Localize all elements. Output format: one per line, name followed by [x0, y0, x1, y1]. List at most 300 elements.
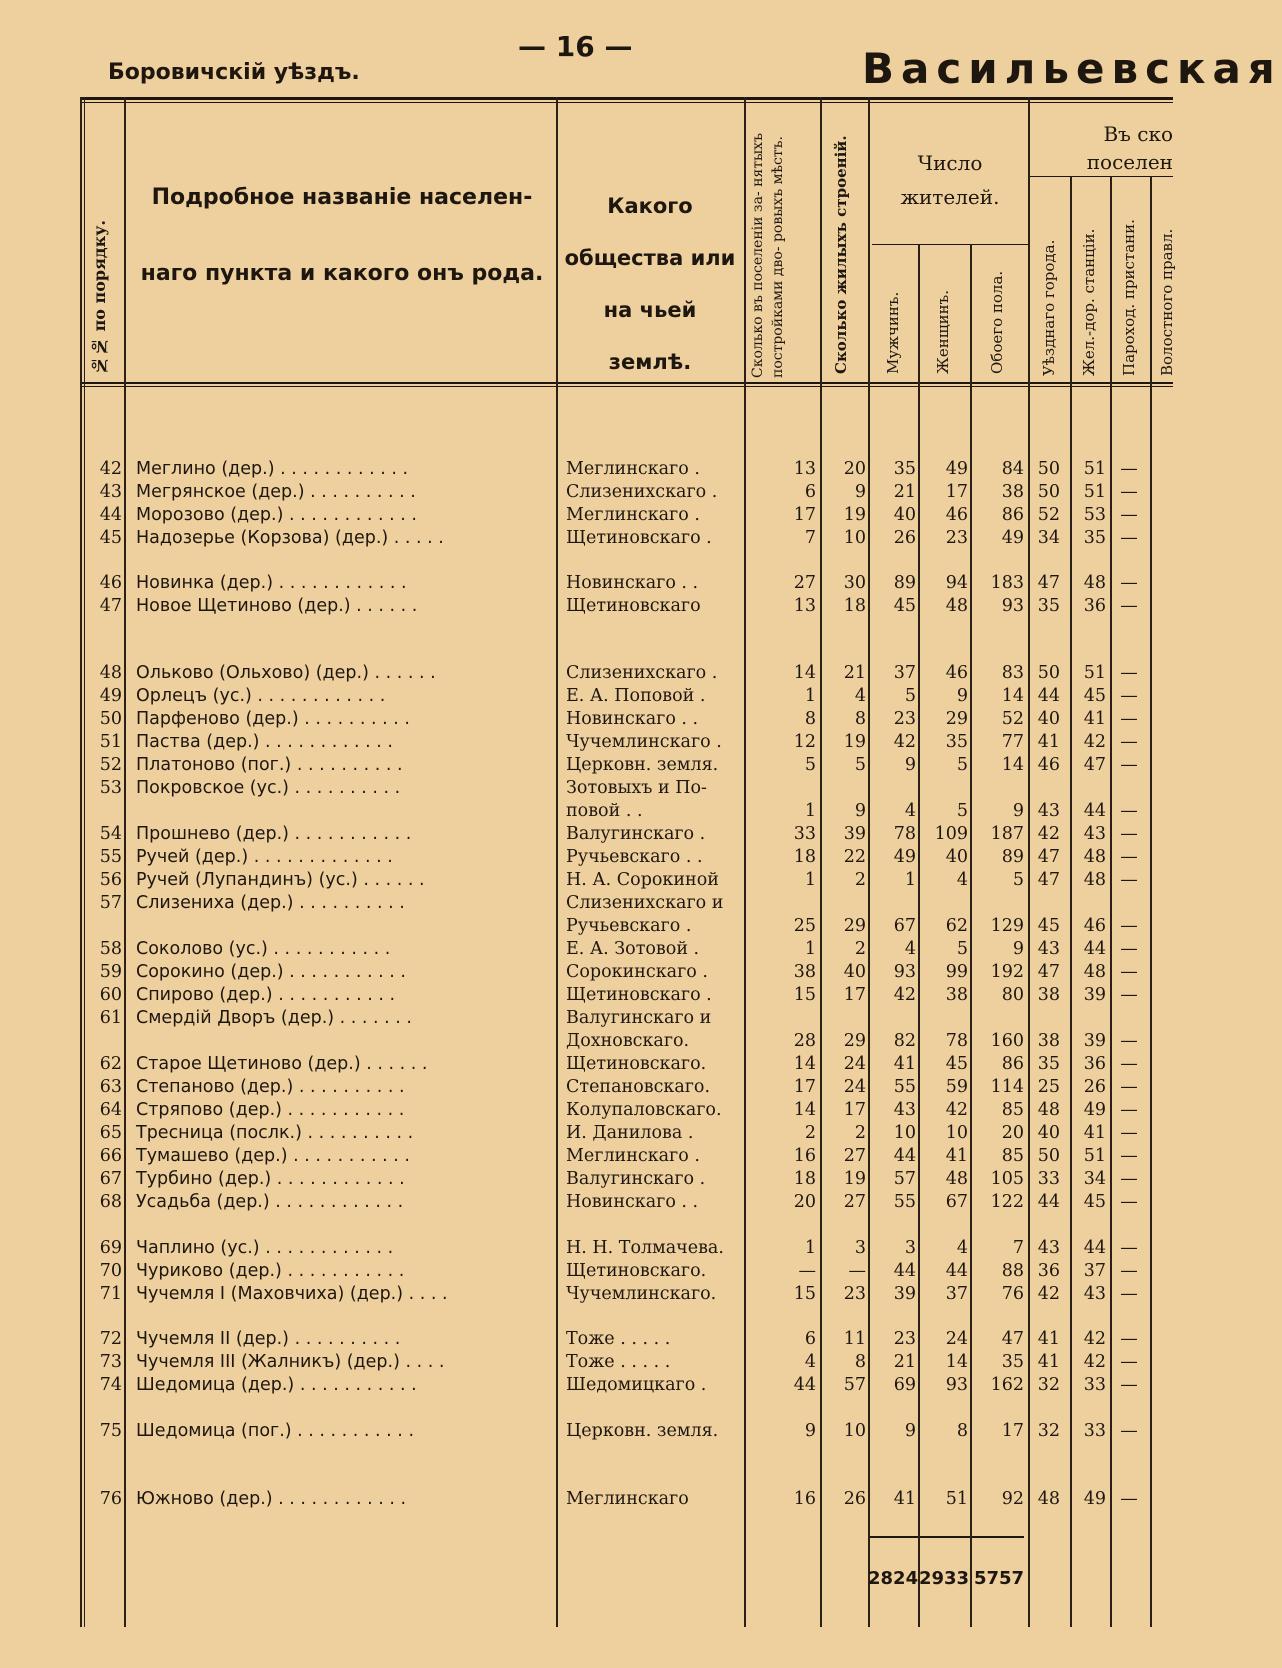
yards-count: 44 — [793, 1375, 816, 1395]
buildings-count: 24 — [843, 1077, 866, 1097]
table-row — [0, 572, 1173, 594]
buildings-count: 8 — [854, 709, 866, 729]
table-row — [0, 685, 1173, 707]
distance-rail: 33 — [1083, 1421, 1106, 1441]
row-number: 64 — [99, 1100, 122, 1120]
header-society — [560, 180, 740, 388]
society-name: Тоже . . . . . — [566, 1329, 671, 1349]
total-count: 162 — [990, 1375, 1024, 1395]
men-count: 9 — [904, 755, 916, 775]
yards-count: 9 — [804, 1421, 816, 1441]
row-number: 68 — [99, 1192, 122, 1212]
settlement-name: Мегрянское (дер.) . . . . . . . . . . — [136, 482, 416, 502]
women-count: 78 — [945, 1031, 968, 1051]
header-population-line1: Число — [917, 151, 983, 175]
table-row — [0, 1488, 1173, 1510]
buildings-count: 21 — [843, 663, 866, 683]
yards-count: 1 — [804, 939, 816, 959]
yards-count: 13 — [793, 596, 816, 616]
distance-pier: — — [1120, 1054, 1138, 1074]
header-distance-line2: поселен — [1086, 150, 1173, 174]
row-number: 55 — [99, 847, 122, 867]
total-count: 14 — [1001, 686, 1024, 706]
buildings-count: 26 — [843, 1489, 866, 1509]
distance-town: 32 — [1037, 1375, 1060, 1395]
table-row — [0, 1260, 1173, 1282]
society-name: Слизенихскаго и — [566, 893, 724, 913]
men-count: 69 — [893, 1375, 916, 1395]
yards-count: 25 — [793, 916, 816, 936]
header-population-line2: жителей. — [900, 185, 1000, 209]
header-row-number: №№ по порядку. — [90, 220, 109, 375]
settlement-name: Морозово (дер.) . . . . . . . . . . . . — [136, 505, 417, 525]
society-name: Дохновскаго. — [566, 1031, 690, 1051]
yards-count: 6 — [804, 482, 816, 502]
distance-town: 47 — [1037, 870, 1060, 890]
distance-town: 45 — [1037, 916, 1060, 936]
row-number: 63 — [99, 1077, 122, 1097]
buildings-count: 24 — [843, 1054, 866, 1074]
distance-rail: 39 — [1083, 1031, 1106, 1051]
distance-town: 47 — [1037, 847, 1060, 867]
total-count: 160 — [990, 1031, 1024, 1051]
table-row — [0, 731, 1173, 753]
yards-count: 2 — [804, 1123, 816, 1143]
distance-town: 50 — [1037, 663, 1060, 683]
header-distance-line1: Въ ско — [1103, 122, 1173, 146]
distance-rail: 51 — [1083, 663, 1106, 683]
distance-rail: 46 — [1083, 916, 1106, 936]
table-row — [0, 481, 1173, 503]
page-number: — 16 — — [518, 30, 633, 63]
table-row — [0, 1168, 1173, 1190]
society-name: Н. Н. Толмачева. — [566, 1238, 724, 1258]
men-count: 44 — [893, 1146, 916, 1166]
row-number: 46 — [99, 573, 122, 593]
settlement-name: Усадьба (дер.) . . . . . . . . . . . . — [136, 1192, 404, 1212]
men-count: 41 — [893, 1054, 916, 1074]
table-row — [0, 938, 1173, 960]
total-count: 105 — [990, 1169, 1024, 1189]
men-count: 55 — [893, 1192, 916, 1212]
header-dist-town: Уѣзднаго города. — [1040, 239, 1058, 376]
yards-count: 13 — [793, 459, 816, 479]
table-row — [0, 1007, 1173, 1029]
distance-town: 41 — [1037, 1352, 1060, 1372]
yards-count: 1 — [804, 801, 816, 821]
yards-count: 12 — [793, 732, 816, 752]
women-count: 51 — [945, 1489, 968, 1509]
society-name: повой . . — [566, 801, 643, 821]
distance-pier: — — [1120, 1421, 1138, 1441]
distance-town: 34 — [1037, 528, 1060, 548]
row-number: 66 — [99, 1146, 122, 1166]
buildings-count: 10 — [843, 1421, 866, 1441]
women-count: 8 — [956, 1421, 968, 1441]
row-number: 72 — [99, 1329, 122, 1349]
settlement-name: Паства (дер.) . . . . . . . . . . . . — [136, 732, 393, 752]
distance-pier: — — [1120, 573, 1138, 593]
men-count: 23 — [893, 709, 916, 729]
distance-rail: 26 — [1083, 1077, 1106, 1097]
distance-pier: — — [1120, 870, 1138, 890]
distance-rail: 48 — [1083, 962, 1106, 982]
distance-pier: — — [1120, 962, 1138, 982]
society-name: Ручьевскаго . — [566, 916, 692, 936]
total-count: 9 — [1012, 939, 1024, 959]
total-men: 2824 — [868, 1568, 919, 1589]
table-row — [0, 708, 1173, 730]
total-count: 7 — [1012, 1238, 1024, 1258]
yards-count: 6 — [804, 1329, 816, 1349]
women-count: 37 — [945, 1284, 968, 1304]
yards-count: — — [798, 1261, 816, 1281]
table-row — [0, 527, 1173, 549]
society-name: Слизенихскаго . — [566, 663, 718, 683]
distance-pier: — — [1120, 1375, 1138, 1395]
buildings-count: 23 — [843, 1284, 866, 1304]
buildings-count: 22 — [843, 847, 866, 867]
distance-town: 32 — [1037, 1421, 1060, 1441]
distance-rail: 34 — [1083, 1169, 1106, 1189]
total-count: 38 — [1001, 482, 1024, 502]
row-number: 74 — [99, 1375, 122, 1395]
settlement-name: Надозерье (Корзова) (дер.) . . . . . — [136, 528, 444, 548]
buildings-count: 9 — [854, 801, 866, 821]
distance-pier: — — [1120, 1192, 1138, 1212]
distance-rail: 44 — [1083, 1238, 1106, 1258]
society-name: Меглинскаго . — [566, 1146, 700, 1166]
buildings-count: 19 — [843, 505, 866, 525]
distance-town: 42 — [1037, 1284, 1060, 1304]
distance-rail: 42 — [1083, 1352, 1106, 1372]
men-count: 10 — [893, 1123, 916, 1143]
distance-pier: — — [1120, 985, 1138, 1005]
distance-rail: 51 — [1083, 1146, 1106, 1166]
distance-pier: — — [1120, 824, 1138, 844]
distance-pier: — — [1120, 709, 1138, 729]
table-top-rule-thin — [80, 102, 1173, 103]
row-number: 69 — [99, 1238, 122, 1258]
row-number: 51 — [99, 732, 122, 752]
buildings-count: 5 — [854, 755, 866, 775]
distance-pier: — — [1120, 801, 1138, 821]
total-count: 17 — [1001, 1421, 1024, 1441]
yards-count: 14 — [793, 1100, 816, 1120]
distance-town: 43 — [1037, 1238, 1060, 1258]
total-count: 49 — [1001, 528, 1024, 548]
yards-count: 18 — [793, 1169, 816, 1189]
table-row — [0, 1122, 1173, 1144]
row-number: 76 — [99, 1489, 122, 1509]
buildings-count: 2 — [854, 870, 866, 890]
women-count: 24 — [945, 1329, 968, 1349]
yards-count: 33 — [793, 824, 816, 844]
society-name: Н. А. Сорокиной — [566, 870, 719, 890]
total-count: 47 — [1001, 1329, 1024, 1349]
men-count: 49 — [893, 847, 916, 867]
buildings-count: 2 — [854, 1123, 866, 1143]
buildings-count: 57 — [843, 1375, 866, 1395]
society-name: И. Данилова . — [566, 1123, 694, 1143]
yards-count: 1 — [804, 686, 816, 706]
distance-rail: 37 — [1083, 1261, 1106, 1281]
distance-town: 40 — [1037, 709, 1060, 729]
row-number: 70 — [99, 1261, 122, 1281]
distance-pier: — — [1120, 1238, 1138, 1258]
settlement-name: Южново (дер.) . . . . . . . . . . . . — [136, 1489, 407, 1509]
women-count: 59 — [945, 1077, 968, 1097]
header-yards: Сколько въ поселеніи за- нятыхъ постройками дво- ровыхъ мѣстъ. — [750, 133, 786, 378]
men-count: 42 — [893, 985, 916, 1005]
distance-rail: 42 — [1083, 1329, 1106, 1349]
table-row — [0, 754, 1173, 776]
header-distance — [1034, 120, 1173, 176]
distance-town: 44 — [1037, 686, 1060, 706]
women-count: 41 — [945, 1146, 968, 1166]
distance-pier: — — [1120, 732, 1138, 752]
total-count: 183 — [990, 573, 1024, 593]
distance-town: 38 — [1037, 1031, 1060, 1051]
yards-count: 16 — [793, 1146, 816, 1166]
buildings-count: 40 — [843, 962, 866, 982]
women-count: 4 — [956, 1238, 968, 1258]
society-name: Сорокинскаго . — [566, 962, 708, 982]
buildings-count: 2 — [854, 939, 866, 959]
distance-rail: 35 — [1083, 528, 1106, 548]
distance-town: 41 — [1037, 732, 1060, 752]
society-name: Церковн. земля. — [566, 755, 719, 775]
men-count: 26 — [893, 528, 916, 548]
society-name: Зотовыхъ и По- — [566, 778, 707, 798]
distance-pier: — — [1120, 1284, 1138, 1304]
yards-count: 7 — [804, 528, 816, 548]
table-row — [0, 1076, 1173, 1098]
distance-pier: — — [1120, 505, 1138, 525]
settlement-name: Чучемля I (Маховчиха) (дер.) . . . . — [136, 1284, 448, 1304]
settlement-name: Новинка (дер.) . . . . . . . . . . . . — [136, 573, 407, 593]
women-count: 38 — [945, 985, 968, 1005]
distance-rail: 36 — [1083, 1054, 1106, 1074]
header-dist-volost: Волостного правл. — [1158, 228, 1176, 376]
distance-town: 43 — [1037, 801, 1060, 821]
table-row — [0, 984, 1173, 1006]
distance-rail: 45 — [1083, 1192, 1106, 1212]
women-count: 5 — [956, 939, 968, 959]
men-count: 4 — [904, 939, 916, 959]
society-name: Слизенихскаго . — [566, 482, 718, 502]
men-count: 67 — [893, 916, 916, 936]
row-number: 53 — [99, 778, 122, 798]
distance-rail: 48 — [1083, 573, 1106, 593]
total-count: 83 — [1001, 663, 1024, 683]
women-count: 9 — [956, 686, 968, 706]
distance-town: 48 — [1037, 1489, 1060, 1509]
distance-pier: — — [1120, 1123, 1138, 1143]
women-count: 4 — [956, 870, 968, 890]
women-count: 10 — [945, 1123, 968, 1143]
distance-pier: — — [1120, 1031, 1138, 1051]
row-number: 67 — [99, 1169, 122, 1189]
settlement-name: Чаплино (ус.) . . . . . . . . . . . . — [136, 1238, 394, 1258]
yards-count: 27 — [793, 573, 816, 593]
society-name: Колупаловскаго. — [566, 1100, 722, 1120]
distance-town: 35 — [1037, 596, 1060, 616]
settlement-name: Орлецъ (ус.) . . . . . . . . . . . . — [136, 686, 386, 706]
women-count: 23 — [945, 528, 968, 548]
settlement-name: Спирово (дер.) . . . . . . . . . . . — [136, 985, 396, 1005]
settlement-name: Тумашево (дер.) . . . . . . . . . . . — [136, 1146, 410, 1166]
distance-rail: 51 — [1083, 482, 1106, 502]
settlement-name: Стряпово (дер.) . . . . . . . . . . . — [136, 1100, 405, 1120]
row-number: 52 — [99, 755, 122, 775]
yards-count: 15 — [793, 1284, 816, 1304]
distance-pier: — — [1120, 482, 1138, 502]
total-count: 9 — [1012, 801, 1024, 821]
distance-rail: 44 — [1083, 801, 1106, 821]
distance-pier: — — [1120, 459, 1138, 479]
settlement-name: Соколово (ус.) . . . . . . . . . . . — [136, 939, 391, 959]
row-number: 62 — [99, 1054, 122, 1074]
table-row — [0, 869, 1173, 891]
women-count: 48 — [945, 596, 968, 616]
distance-pier: — — [1120, 1169, 1138, 1189]
distance-town: 43 — [1037, 939, 1060, 959]
row-number: 47 — [99, 596, 122, 616]
distance-rail: 45 — [1083, 686, 1106, 706]
society-name: Церковн. земля. — [566, 1421, 719, 1441]
header-population — [872, 146, 1028, 214]
settlement-name: Старое Щетиново (дер.) . . . . . . — [136, 1054, 428, 1074]
distance-town: 38 — [1037, 985, 1060, 1005]
distance-rail: 43 — [1083, 824, 1106, 844]
society-name: Новинскаго . . — [566, 1192, 699, 1212]
men-count: 55 — [893, 1077, 916, 1097]
buildings-count: 10 — [843, 528, 866, 548]
men-count: 23 — [893, 1329, 916, 1349]
total-count: 122 — [990, 1192, 1024, 1212]
women-count: 29 — [945, 709, 968, 729]
settlement-name: Смердій Дворъ (дер.) . . . . . . . — [136, 1008, 412, 1028]
distance-town: 40 — [1037, 1123, 1060, 1143]
table-row — [0, 961, 1173, 983]
settlement-name: Ольково (Ольхово) (дер.) . . . . . . — [136, 663, 436, 683]
settlement-name: Новое Щетиново (дер.) . . . . . . — [136, 596, 418, 616]
distance-pier: — — [1120, 755, 1138, 775]
total-count: 187 — [990, 824, 1024, 844]
yards-count: 20 — [793, 1192, 816, 1212]
header-buildings: Сколько жилыхъ строеній. — [832, 135, 850, 374]
table-row — [0, 1145, 1173, 1167]
row-number: 49 — [99, 686, 122, 706]
yards-count: 28 — [793, 1031, 816, 1051]
society-name: Щетиновскаго. — [566, 1054, 707, 1074]
men-count: 89 — [893, 573, 916, 593]
settlement-name: Меглино (дер.) . . . . . . . . . . . . — [136, 459, 409, 479]
distance-town: 25 — [1037, 1077, 1060, 1097]
society-name: Шедомицкаго . — [566, 1375, 707, 1395]
women-count: 42 — [945, 1100, 968, 1120]
society-name: Меглинскаго — [566, 1489, 689, 1509]
men-count: 41 — [893, 1489, 916, 1509]
men-count: 3 — [904, 1238, 916, 1258]
header-dist-pier: Пароход. пристани. — [1120, 219, 1138, 376]
society-name: Чучемлинскаго. — [566, 1284, 717, 1304]
settlement-name: Чучемля III (Жалникъ) (дер.) . . . . — [136, 1352, 445, 1372]
society-name: Валугинскаго и — [566, 1008, 712, 1028]
total-count: 52 — [1001, 709, 1024, 729]
women-count: 48 — [945, 1169, 968, 1189]
women-count: 46 — [945, 663, 968, 683]
society-name: Меглинскаго . — [566, 459, 700, 479]
men-count: 1 — [904, 870, 916, 890]
women-count: 14 — [945, 1352, 968, 1372]
women-count: 94 — [945, 573, 968, 593]
header-both: Обоего пола. — [988, 270, 1006, 374]
total-both: 5757 — [973, 1568, 1025, 1589]
distance-rail: 49 — [1083, 1489, 1106, 1509]
buildings-count: 27 — [843, 1146, 866, 1166]
row-number: 57 — [99, 893, 122, 913]
distance-pier: — — [1120, 1489, 1138, 1509]
total-count: 80 — [1001, 985, 1024, 1005]
yards-count: 8 — [804, 709, 816, 729]
distance-town: 47 — [1037, 573, 1060, 593]
total-count: 86 — [1001, 505, 1024, 525]
row-number: 48 — [99, 663, 122, 683]
total-count: 5 — [1012, 870, 1024, 890]
buildings-count: 29 — [843, 1031, 866, 1051]
settlement-name: Турбино (дер.) . . . . . . . . . . . . — [136, 1169, 405, 1189]
table-row — [0, 1237, 1173, 1259]
society-name: Ручьевскаго . . — [566, 847, 703, 867]
society-name: Щетиновскаго . — [566, 985, 712, 1005]
men-count: 9 — [904, 1421, 916, 1441]
table-row — [0, 846, 1173, 868]
distance-town: 52 — [1037, 505, 1060, 525]
header-settlement-name — [132, 180, 552, 292]
society-name: Валугинскаго . — [566, 824, 706, 844]
table-row — [0, 458, 1173, 480]
table-row — [0, 777, 1173, 799]
society-name: Тоже . . . . . — [566, 1352, 671, 1372]
women-count: 49 — [945, 459, 968, 479]
men-count: 4 — [904, 801, 916, 821]
women-count: 109 — [934, 824, 968, 844]
settlement-name: Степаново (дер.) . . . . . . . . . . — [136, 1077, 405, 1097]
distance-rail: 41 — [1083, 709, 1106, 729]
settlement-name: Шедомица (дер.) . . . . . . . . . . . — [136, 1375, 417, 1395]
settlement-name: Чуриково (дер.) . . . . . . . . . . . — [136, 1261, 405, 1281]
distance-rail: 47 — [1083, 755, 1106, 775]
distance-rail: 44 — [1083, 939, 1106, 959]
row-number: 71 — [99, 1284, 122, 1304]
buildings-count: 11 — [843, 1329, 866, 1349]
total-count: 86 — [1001, 1054, 1024, 1074]
society-name: Е. А. Поповой . — [566, 686, 706, 706]
distance-town: 33 — [1037, 1169, 1060, 1189]
distance-rail: 33 — [1083, 1375, 1106, 1395]
distance-rail: 51 — [1083, 459, 1106, 479]
men-count: 39 — [893, 1284, 916, 1304]
total-count: 35 — [1001, 1352, 1024, 1372]
distance-pier: — — [1120, 596, 1138, 616]
yards-count: 17 — [793, 1077, 816, 1097]
distance-rail: 49 — [1083, 1100, 1106, 1120]
women-count: 5 — [956, 755, 968, 775]
men-count: 82 — [893, 1031, 916, 1051]
header-society-line2: общества или — [564, 246, 736, 270]
